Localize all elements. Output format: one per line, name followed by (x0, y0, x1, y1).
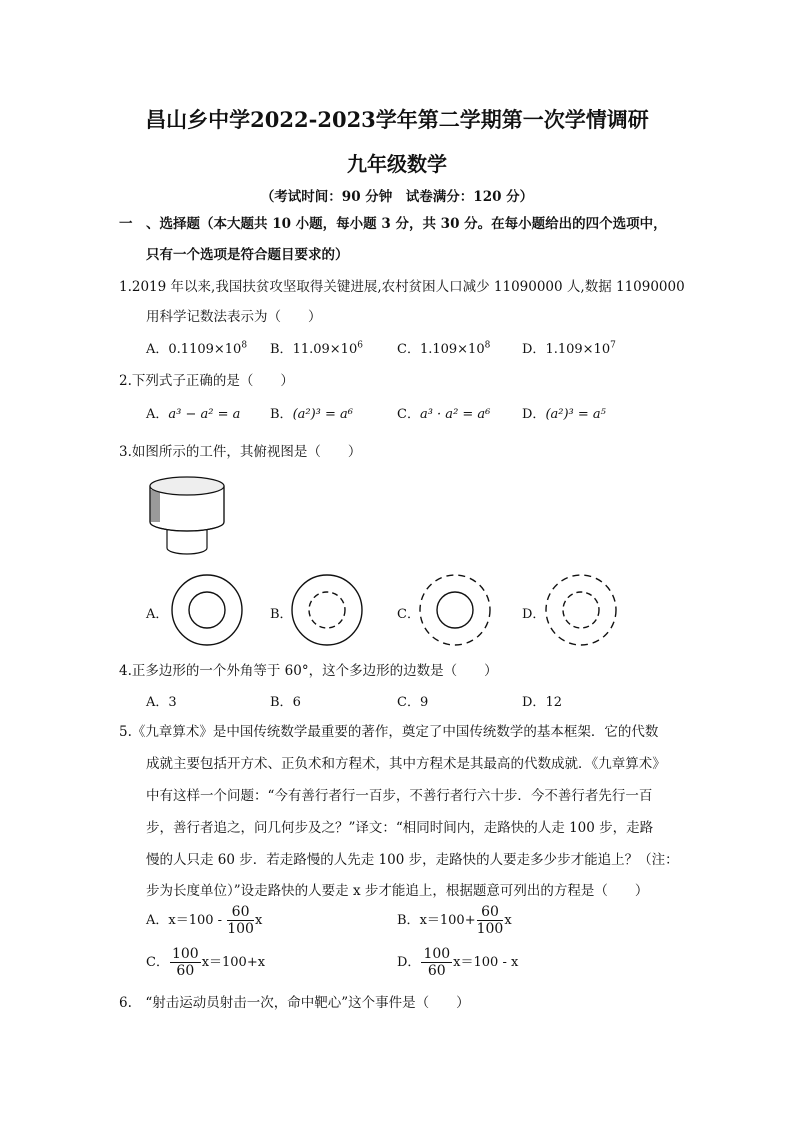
section-heading-line1: 一 、选择题（本大题共 10 小题，每小题 3 分，共 30 分。在每小题给出的四个选项中， (119, 216, 667, 232)
q3-option-c-figure (418, 573, 492, 647)
numerator: 60 (477, 904, 504, 921)
q1-stem-line1: 1.2019 年以来,我国扶贫攻坚取得关键进展,农村贫困人口减少 11090000 人,数据 11090000 (119, 279, 685, 295)
q4-stem: 4.正多边形的一个外角等于 60°，这个多边形的边数是（ ） (119, 663, 498, 679)
denominator: 100 (476, 921, 504, 937)
option-exponent: 6 (357, 340, 363, 351)
q2-option-d (522, 403, 606, 422)
q5-option-d (397, 946, 518, 979)
q3-option-a-label: A． (146, 607, 169, 622)
option-expression: a³ · a² = a⁶ (419, 407, 491, 422)
option-exponent: 7 (610, 340, 616, 351)
option-base: 11.09×10 (292, 342, 358, 357)
denominator: 100 (227, 921, 254, 937)
q4-option-c (397, 691, 428, 710)
q3-option-d-label: D． (522, 607, 546, 622)
option-value: 12 (545, 695, 562, 710)
option-exponent: 8 (241, 340, 248, 351)
option-label: D． (522, 342, 546, 357)
inner-circle (189, 592, 225, 628)
option-expression: a³ − a² = a (168, 407, 241, 422)
q3-option-b-figure (290, 573, 364, 647)
section-heading-line2: 只有一个选项是符合题目要求的） (146, 247, 349, 263)
option-value: 9 (419, 695, 429, 710)
page-title: 昌山乡中学2022-2023学年第二学期第一次学情调研 (145, 107, 649, 132)
fraction (170, 946, 201, 979)
q3-stem: 3.如图所示的工件，其俯视图是（ ） (119, 444, 362, 460)
q5-line3: 中有这样一个问题：“今有善行者行一百步，不善行者行六十步．今不善行者先行一百 (146, 788, 653, 804)
option-label: B． (397, 913, 420, 928)
option-label: C． (397, 342, 420, 357)
q5-line5: 慢的人只走 60 步．若走路慢的人先走 100 步，走路快的人要走多少步才能追上？（注： (146, 852, 679, 868)
q2-option-a (146, 403, 240, 422)
option-label: B． (270, 342, 293, 357)
option-value: 3 (168, 695, 177, 710)
q1-option-b (270, 338, 363, 357)
q5-line4: 步，善行者追之，问几何步及之？”译文：“相同时间内，走路快的人走 100 步，走路 (146, 820, 654, 836)
workpiece-figure (142, 470, 232, 560)
outer-circle (292, 575, 362, 645)
q4-option-b (270, 691, 301, 710)
option-label: A． (146, 342, 169, 357)
option-value: 6 (292, 695, 301, 710)
option-prefix: x＝100+ (419, 913, 476, 928)
q3-option-d-figure (544, 573, 618, 647)
option-expression: (a²)³ = a⁵ (545, 407, 606, 422)
q4-option-d (522, 691, 562, 710)
option-label: D． (397, 955, 421, 970)
option-expression: (a²)³ = a⁶ (292, 407, 353, 422)
outer-circle (172, 575, 242, 645)
q5-option-c (146, 946, 265, 979)
q4-option-a (146, 691, 177, 710)
outer-circle-dashed (420, 575, 490, 645)
inner-circle-dashed (563, 592, 599, 628)
fraction (421, 946, 452, 979)
option-label: B． (270, 407, 293, 422)
option-base: 0.1109×10 (168, 342, 242, 357)
q5-line6: 步为长度单位）”设走路快的人要走 x 步才能追上，根据题意可列出的方程是（ ） (146, 883, 649, 899)
q5-option-b (397, 904, 512, 937)
numerator: 100 (171, 946, 199, 962)
denominator: 60 (427, 963, 446, 979)
q2-option-c (397, 403, 490, 422)
fraction (227, 904, 254, 937)
option-label: A． (146, 407, 169, 422)
q2-option-b (270, 403, 353, 422)
q5-line1: 5.《九章算术》是中国传统数学最重要的著作，奠定了中国传统数学的基本框架．它的代数 (119, 724, 659, 740)
inner-circle-dashed (309, 592, 345, 628)
q5-option-a (146, 904, 262, 937)
exam-info: （考试时间：90 分钟 试卷满分：120 分） (260, 189, 534, 205)
q5-line2: 成就主要包括开方术、正负术和方程术，其中方程术是其最高的代数成就．《九章算术》 (146, 756, 666, 772)
fraction (477, 904, 504, 937)
option-label: C． (146, 955, 169, 970)
inner-circle (437, 592, 473, 628)
outer-circle-dashed (546, 575, 616, 645)
option-label: A． (146, 913, 169, 928)
option-suffix: x＝100+x (201, 955, 266, 970)
numerator: 100 (423, 946, 451, 962)
option-suffix: x (254, 913, 263, 928)
option-label: B． (270, 695, 293, 710)
q1-option-c (397, 338, 490, 357)
q1-option-a (146, 338, 247, 357)
denominator: 60 (176, 963, 195, 979)
option-label: D． (522, 695, 546, 710)
cylinder-shade (150, 490, 160, 522)
option-label: C． (397, 695, 420, 710)
numerator: 60 (227, 904, 254, 921)
option-prefix: x＝100 - (168, 913, 227, 928)
q3-option-c-label: C． (397, 607, 420, 622)
top-face (150, 477, 224, 495)
q1-stem-line2: 用科学记数法表示为（ ） (146, 309, 322, 325)
option-exponent: 8 (484, 340, 491, 351)
option-label: C． (397, 407, 420, 422)
option-suffix: x＝100 - x (453, 955, 519, 970)
option-base: 1.109×10 (419, 342, 485, 357)
option-suffix: x (504, 913, 512, 928)
q3-option-a-figure (170, 573, 244, 647)
q6-stem: 6. “射击运动员射击一次，命中靶心”这个事件是（ ） (119, 995, 470, 1011)
q2-stem: 2.下列式子正确的是（ ） (119, 373, 294, 389)
option-label: D． (522, 407, 546, 422)
option-label: A． (146, 695, 169, 710)
option-base: 1.109×10 (545, 342, 611, 357)
q3-option-b-label: B． (270, 607, 293, 622)
page-subtitle: 九年级数学 (347, 152, 447, 176)
q1-option-d (522, 338, 616, 357)
